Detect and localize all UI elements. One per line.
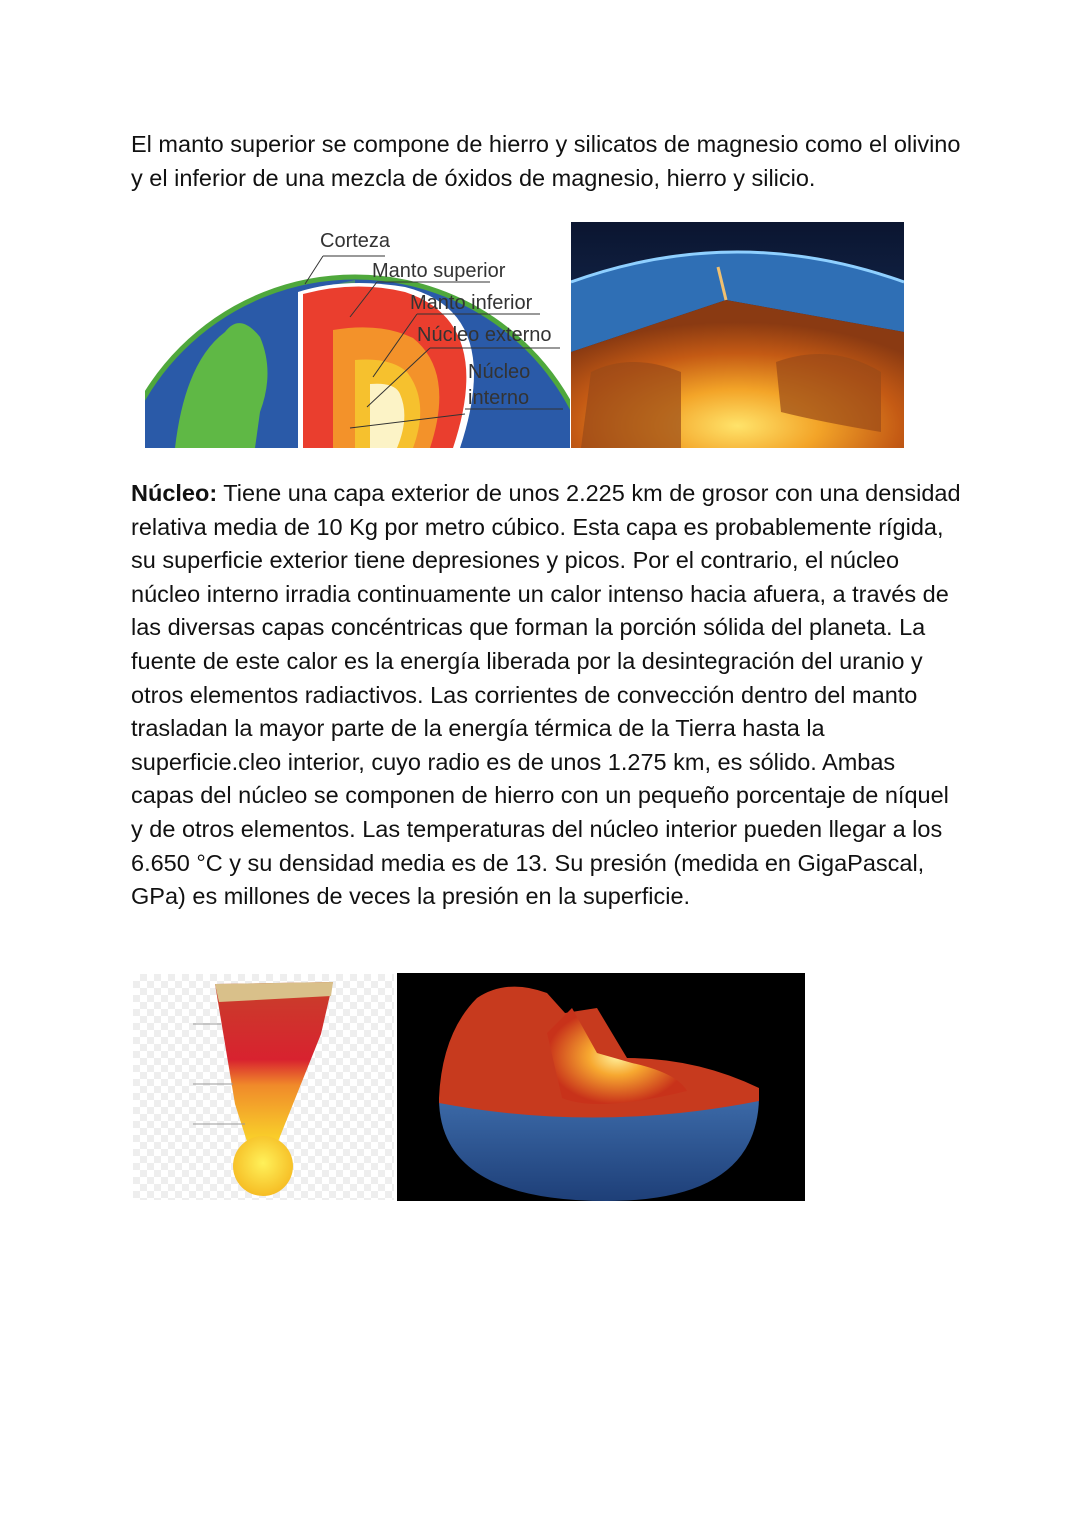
- earth-core-cutaway-illustration: [397, 973, 805, 1201]
- core-heading: Núcleo:: [131, 480, 218, 506]
- earth-layers-diagram: [145, 222, 570, 448]
- earth-core-cutaway-image: [397, 973, 805, 1201]
- mantle-paragraph: El manto superior se compone de hierro y silicatos de magnesio como el olivino y el inferior de una mezcla de óxidos de magnesio, hierro y silicio.: [131, 131, 961, 191]
- core-paragraph: [131, 477, 961, 914]
- mantle-convection-illustration: [571, 222, 904, 448]
- label-outer-core: Núcleo externo: [417, 324, 552, 346]
- earth-wedge-image: [133, 974, 394, 1200]
- label-inner-core-2: interno: [468, 387, 530, 409]
- label-inner-core-1: Núcleo: [468, 361, 531, 383]
- label-lower-mantle: Manto inferior: [410, 292, 533, 314]
- mantle-convection-image: [571, 222, 904, 448]
- label-crust: Corteza: [320, 230, 391, 252]
- earth-wedge-illustration: [133, 974, 394, 1200]
- core-body: Tiene una capa exterior de unos 2.225 km de grosor con una densidad relativa media de 10 Kg por metro cúbico. Esta capa es probablemente rígida, su superficie exterior tiene depresiones y picos. Por el contrario, el núcleo núcleo interno irradia continuamente un calor intenso hacia afuera, a través de las diversas capas concéntricas que forman la porción sólida del planeta. La fuente de este calor es la energía liberada por la desintegración del uranio y otros elementos radiactivos. Las corrientes de convección dentro del manto trasladan la mayor parte de la energía térmica de la Tierra hasta la superficie.cleo interior, cuyo radio es de unos 1.275 km, es sólido. Ambas capas del núcleo se componen de hierro con un pequeño porcentaje de níquel y de otros elementos. Las temperaturas del núcleo interior pueden llegar a los 6.650 °C y su densidad media es de 13. Su presión (medida en GigaPascal, GPa) es millones de veces la presión en la superficie.: [131, 480, 961, 910]
- label-upper-mantle: Manto superior: [372, 260, 506, 282]
